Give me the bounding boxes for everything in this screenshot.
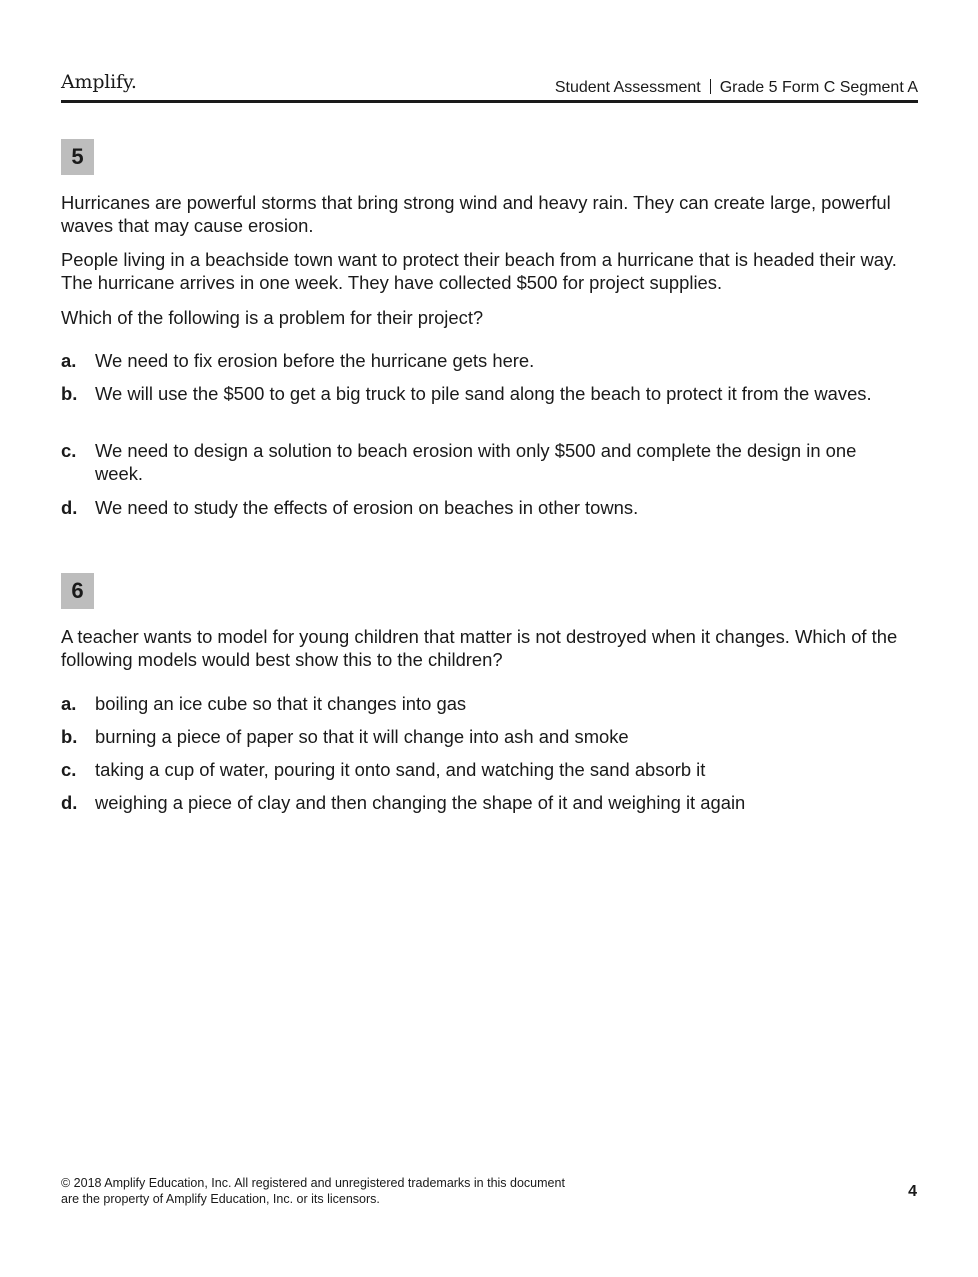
header-divider	[710, 79, 711, 94]
option-letter: b.	[61, 383, 78, 404]
option-letter: a.	[61, 693, 77, 714]
question-5-prompt: Which of the following is a problem for their project?	[61, 307, 484, 328]
option-text: We need to design a solution to beach erosion with only $500 and complete the design in one week.	[95, 440, 857, 484]
option-letter: a.	[61, 350, 77, 371]
question-5-paragraph-1: Hurricanes are powerful storms that bring strong wind and heavy rain. They can create large, powerful waves that may cause erosion.	[61, 192, 891, 236]
page-header	[61, 70, 918, 103]
question-5-paragraph-2: People living in a beachside town want to protect their beach from a hurricane that is headed their way. The hurricane arrives in one week. They have collected $500 for project supplies.	[61, 249, 897, 293]
question-number-5: 5	[61, 139, 94, 175]
page-number: 4	[908, 1183, 917, 1200]
option-letter: b.	[61, 726, 78, 747]
option-letter: c.	[61, 440, 77, 461]
footer-copyright: © 2018 Amplify Education, Inc. All registered and unregistered trademarks in this document are the property of Amplify Education, Inc. or its licensors.	[61, 1176, 565, 1206]
option-text: We will use the $500 to get a big truck to pile sand along the beach to protect it from the waves.	[95, 383, 872, 404]
option-letter: d.	[61, 792, 78, 813]
option-letter: c.	[61, 759, 77, 780]
option-text: burning a piece of paper so that it will change into ash and smoke	[95, 726, 629, 747]
amplify-logo: Amplify.	[61, 71, 137, 93]
option-text: We need to study the effects of erosion on beaches in other towns.	[95, 497, 639, 518]
option-letter: d.	[61, 497, 78, 518]
question-6-paragraph-1: A teacher wants to model for young children that matter is not destroyed when it changes. Which of the following models would best show this to the children?	[61, 626, 898, 670]
header-info	[555, 79, 918, 97]
question-number-6: 6	[61, 573, 94, 609]
option-text: taking a cup of water, pouring it onto sand, and watching the sand absorb it	[95, 759, 706, 780]
header-assessment: Student Assessment	[554, 79, 701, 96]
header-form: Grade 5 Form C Segment A	[719, 79, 918, 96]
option-text: boiling an ice cube so that it changes into gas	[95, 693, 467, 714]
option-text: We need to fix erosion before the hurricane gets here.	[95, 350, 535, 371]
option-text: weighing a piece of clay and then changing the shape of it and weighing it again	[95, 792, 746, 813]
